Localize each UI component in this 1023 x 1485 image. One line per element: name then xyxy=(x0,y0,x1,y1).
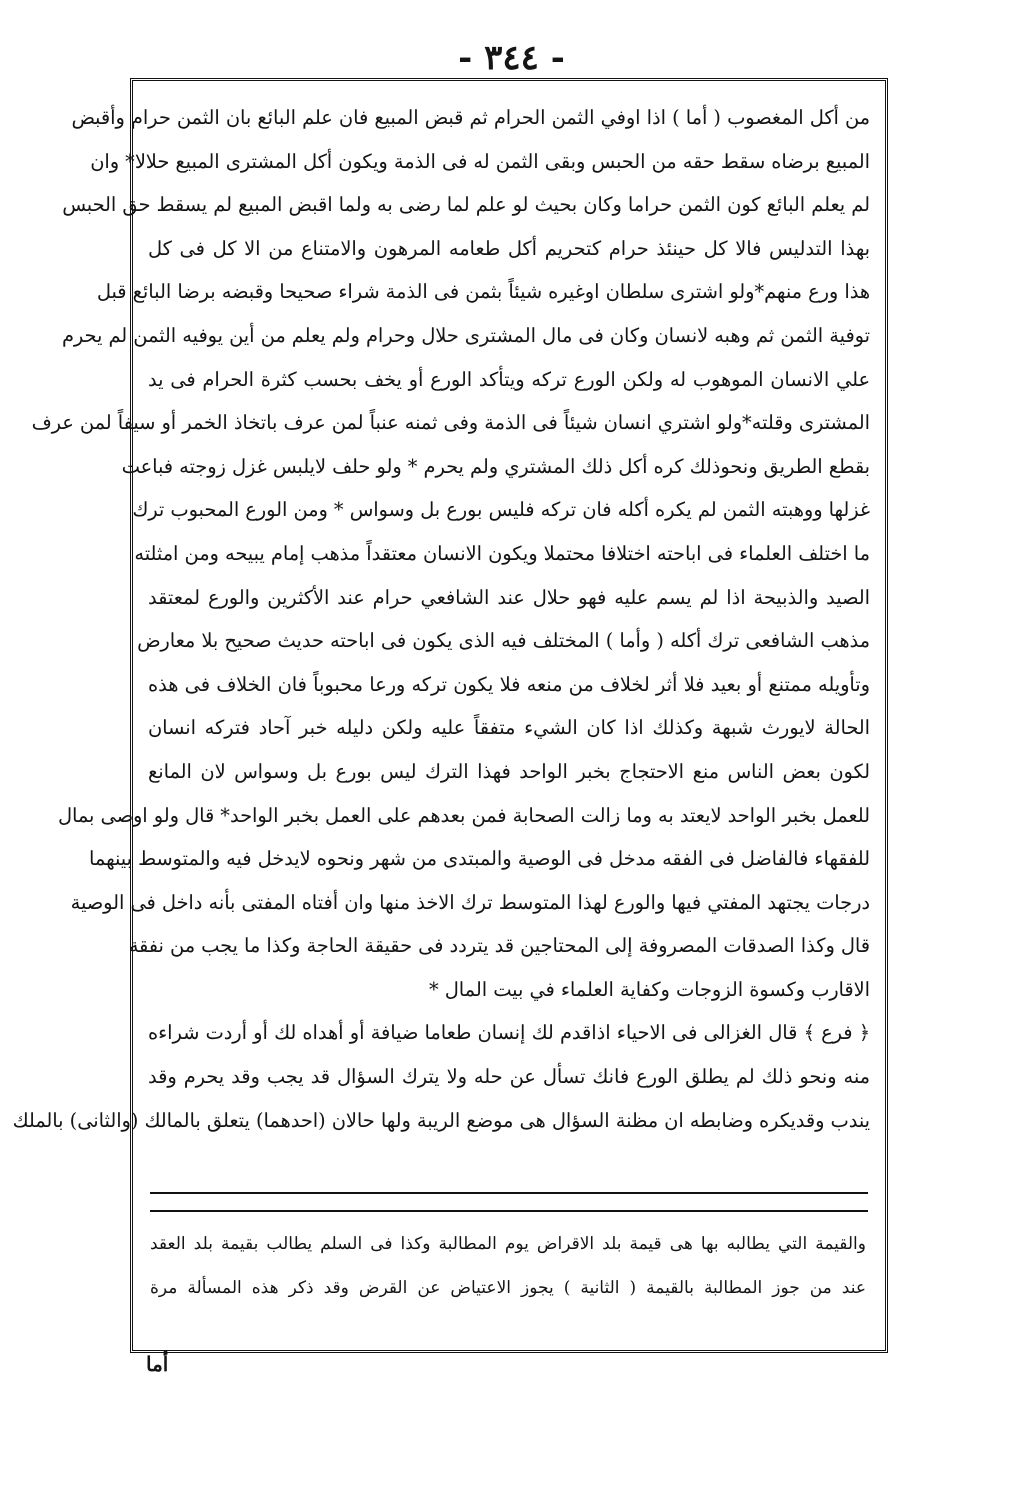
text-line: بقطع الطريق ونحوذلك كره أكل ذلك المشتري ولم يحرم * ولو حلف لايلبس غزل زوجته فباعت xyxy=(121,454,870,478)
text-line: للعمل بخبر الواحد لايعتد به وما زالت الصحابة فمن بعدهم على العمل بخبر الواحد* قال ولو اوصى بمال xyxy=(58,803,870,827)
text-line: قال وكذا الصدقات المصروفة إلى المحتاجين قد يتردد فى حقيقة الحاجة وكذا ما يجب من نفقة xyxy=(128,934,870,958)
text-line: يندب وقديكره وضابطه ان مظنة السؤال هى موضع الريبة ولها حالان (احدهما) يتعلق بالمالك (والثانى) بالملك xyxy=(12,1108,870,1132)
text-line: علي الانسان الموهوب له ولكن الورع تركه ويتأكد الورع أو يخف بحسب كثرة الحرام فى يد xyxy=(148,367,870,391)
text-line: منه ونحو ذلك لم يطلق الورع فانك تسأل عن حله ولا يترك السؤال قد يجب وقد يحرم وقد xyxy=(148,1065,870,1089)
page-number: - ٣٤٤ - xyxy=(458,38,565,78)
text-line: المبيع برضاه سقط حقه من الحبس وبقى الثمن له فى الذمة ويكون أكل المشترى المبيع حلالا* وان xyxy=(90,149,870,173)
text-line: مذهب الشافعى ترك أكله ( وأما ) المختلف فيه الذى يكون فى اباحته حديث صحيح بلا معارض xyxy=(137,629,870,653)
text-line: غزلها ووهبته الثمن لم يكره أكله فان تركه فليس بورع بل وسواس * ومن الورع المحبوب ترك xyxy=(132,498,870,522)
text-line: بهذا التدليس فالا كل حينئذ حرام كتحريم أكل طعامه المرهون والامتناع من الا كل فى كل xyxy=(148,236,870,260)
catchword: أما xyxy=(146,1352,169,1376)
text-line: ما اختلف العلماء فى اباحته اختلافا محتملا ويكون الانسان معتقداً مذهب إمام يبيحه ومن امثلته xyxy=(134,541,870,565)
text-line: وتأويله ممتنع أو بعيد فلا أثر لخلاف من منعه فلا يكون تركه ورعا محبوباً فان الخلاف فى هذه xyxy=(148,672,870,696)
footnote-block xyxy=(150,1222,866,1310)
text-line: درجات يجتهد المفتي فيها والورع لهذا المتوسط ترك الاخذ منها وان أفتاه المفتى بأنه داخل فى الوصية xyxy=(70,890,870,914)
text-line-section-heading: ﴿ فرع ﴾ قال الغزالى فى الاحياء اذاقدم لك إنسان طعاما ضيافة أو أهداه لك أو أردت شراءه xyxy=(148,1021,870,1045)
text-line: من أكل المغصوب ( أما ) اذا اوفي الثمن الحرام ثم قبض المبيع فان علم البائع بان الثمن حرام وأقبض xyxy=(71,106,870,129)
text-line-paragraph-end: الاقارب وكسوة الزوجات وكفاية العلماء في بيت المال * xyxy=(429,977,870,1001)
text-line: لكون بعض الناس منع الاحتجاج بخبر الواحد فهذا الترك ليس بورع بل وسواس لان المانع xyxy=(148,759,870,783)
main-text-block xyxy=(12,96,870,1142)
footnote-line: عند من جوز المطالبة بالقيمة ( الثانية ) يجوز الاعتياض عن القرض وقد ذكر هذه المسألة مرة xyxy=(150,1278,866,1298)
footnote-separator-top xyxy=(150,1192,868,1194)
text-line: هذا ورع منهم*ولو اشترى سلطان اوغيره شيئاً بثمن فى الذمة شراء صحيحا وقبضه برضا البائع قبل xyxy=(96,280,870,304)
text-line: لم يعلم البائع كون الثمن حراما وكان بحيث لو علم لما رضى به ولما اقبض المبيع لم يسقط حق الحبس xyxy=(62,193,870,217)
text-line: الحالة لايورث شبهة وكذلك اذا كان الشيء متفقاً عليه ولكن دليله خبر آحاد فتركه انسان xyxy=(148,716,870,740)
footnote-line: والقيمة التي يطالبه بها هى قيمة بلد الاقراض يوم المطالبة وكذا فى السلم يطالب بقيمة بلد العقد xyxy=(150,1234,866,1254)
footnote-separator-bottom xyxy=(150,1210,868,1212)
text-line: توفية الثمن ثم وهبه لانسان وكان فى مال المشترى حلال وحرام ولم يعلم من أين يوفيه الثمن لم يحرم xyxy=(61,323,870,347)
text-line: للفقهاء فالفاضل فى الفقه مدخل فى الوصية والمبتدى من شهر ونحوه لايدخل فيه والمتوسط بينهما xyxy=(89,847,870,871)
text-line: الصيد والذبيحة اذا لم يسم عليه فهو حلال عند الشافعي حرام عند الأكثرين والورع لمعتقد xyxy=(148,585,870,609)
text-line: المشترى وقلته*ولو اشتري انسان شيئاً فى الذمة وفى ثمنه عنباً لمن عرف باتخاذ الخمر أو سيفاً لمن عرف xyxy=(31,411,870,435)
